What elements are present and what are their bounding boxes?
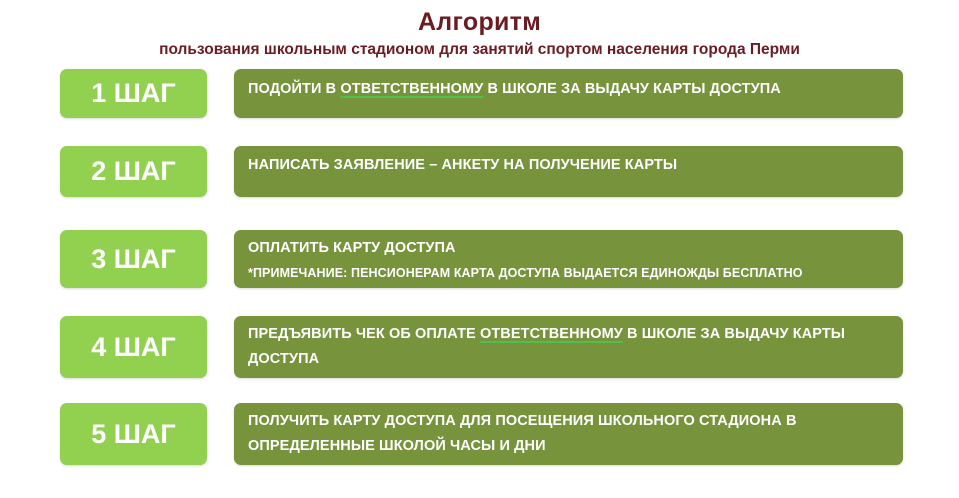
step-3-text: ОПЛАТИТЬ КАРТУ ДОСТУПА [248, 240, 456, 256]
step-2-label: 2 ШАГ [60, 146, 207, 197]
step-4-label: 4 ШАГ [60, 316, 207, 378]
step-5-description [234, 403, 903, 465]
step-5-label: 5 ШАГ [60, 403, 207, 465]
step-4-text-underlined: ОТВЕТСТВЕННОМУ [479, 326, 623, 342]
page-subtitle: пользования школьным стадионом для занятий спортом населения города Перми [159, 41, 800, 58]
step-4-description [234, 316, 903, 378]
step-2-text: НАПИСАТЬ ЗАЯВЛЕНИЕ – АНКЕТУ НА ПОЛУЧЕНИЕ КАРТЫ [248, 157, 678, 173]
step-3-description [234, 230, 903, 288]
step-3-note: *ПРИМЕЧАНИЕ: ПЕНСИОНЕРАМ КАРТА ДОСТУПА ВЫДАЕТСЯ ЕДИНОЖДЫ БЕСПЛАТНО [248, 266, 803, 280]
step-5-text: ПОЛУЧИТЬ КАРТУ ДОСТУПА ДЛЯ ПОСЕЩЕНИЯ ШКОЛЬНОГО СТАДИОНА В ОПРЕДЕЛЕННЫЕ ШКОЛОЙ ЧАСЫ И ДНИ [248, 413, 797, 454]
step-1-description [234, 69, 903, 118]
step-1-label: 1 ШАГ [60, 69, 207, 118]
step-2-description [234, 146, 903, 197]
step-1-text-underlined: ОТВЕТСТВЕННОМУ [340, 81, 484, 97]
step-4-text-before: ПРЕДЪЯВИТЬ ЧЕК ОБ ОПЛАТЕ [248, 326, 480, 342]
page-title: Алгоритм [417, 8, 542, 36]
step-3-label: 3 ШАГ [60, 230, 207, 288]
step-1-text-after: В ШКОЛЕ ЗА ВЫДАЧУ КАРТЫ ДОСТУПА [483, 81, 781, 97]
step-1-text-before: ПОДОЙТИ В [248, 81, 341, 97]
step-4-text-after: В ШКОЛЕ ЗА ВЫДАЧУ КАРТЫ ДОСТУПА [248, 326, 846, 367]
